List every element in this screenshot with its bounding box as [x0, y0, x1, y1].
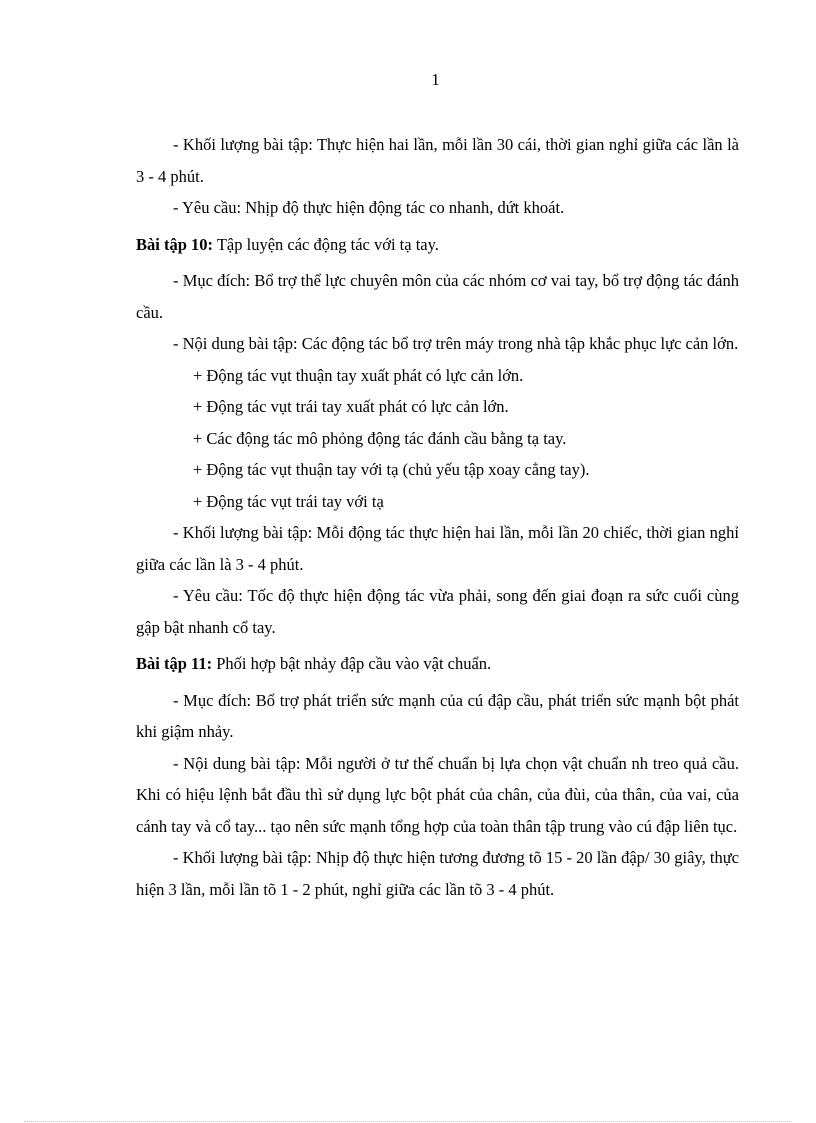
bullet-item: + Động tác vụt thuận tay xuất phát có lực cản lớn.: [193, 365, 524, 385]
paragraph-workload-10: - Khối lượng bài tập: Mỗi động tác thực hiện hai lần, mỗi lần 20 chiếc, thời gian nghỉ giữa các lần là 3 - 4 phút.: [136, 523, 739, 574]
bullet-item: + Động tác vụt thuận tay với tạ (chủ yếu tập xoay cẳng tay).: [193, 460, 590, 479]
paragraph-workload-1: - Khối lượng bài tập: Thực hiện hai lần, mỗi lần 30 cái, thời gian nghỉ giữa các lần là 3 - 4 phút.: [136, 135, 739, 186]
paragraph-content-11: - Nội dung bài tập: Mỗi người ở tư thế chuẩn bị lựa chọn vật chuẩn nh treo quả cầu. Khi có hiệu lệnh bắt đầu thì sử dụng lực bột phát của chân, của đùi, của thân, của vai, của cánh tay và cổ tay... tạo nên sức mạnh tổng hợp của toàn thân tập trung vào cú đập liên tục.: [136, 753, 739, 836]
paragraph-workload-11: - Khối lượng bài tập: Nhịp độ thực hiện tương đương tõ 15 - 20 lần đập/ 30 giây, thực hiện 3 lần, mỗi lần tõ 1 - 2 phút, nghỉ giữa các lần tõ 3 - 4 phút.: [136, 848, 739, 899]
paragraph-content-10: - Nội dung bài tập: Các động tác bổ trợ trên máy trong nhà tập khắc phục lực cản lớn.: [173, 334, 739, 353]
page-number: 1: [431, 70, 440, 89]
exercise-11-heading: [136, 648, 739, 680]
document-body: [136, 129, 739, 905]
exercise-11-label: Bài tập 11:: [136, 654, 213, 673]
paragraph-requirement-1: - Yêu cầu: Nhịp độ thực hiện động tác co nhanh, dứt khoát.: [173, 198, 565, 217]
exercise-10-label: Bài tập 10:: [136, 234, 214, 254]
bullet-item: + Các động tác mô phỏng động tác đánh cầu bằng tạ tay.: [193, 428, 567, 448]
paragraph-purpose-11: - Mục đích: Bổ trợ phát triển sức mạnh của cú đập cầu, phát triển sức mạnh bột phát khi giậm nhảy.: [136, 690, 739, 741]
bullet-item: + Động tác vụt trái tay xuất phát có lực cản lớn.: [193, 397, 509, 416]
exercise-10-title: Tập luyện các động tác với tạ tay.: [213, 234, 439, 254]
exercise-11-title: Phối hợp bật nhảy đập cầu vào vật chuẩn.: [212, 654, 492, 673]
bullet-item: + Động tác vụt trái tay với tạ: [193, 491, 384, 511]
exercise-10-heading: [136, 229, 739, 261]
page-bottom-divider: [24, 1121, 792, 1122]
paragraph-purpose-10: - Mục đích: Bổ trợ thể lực chuyên môn của các nhóm cơ vai tay, bổ trợ động tác đánh cầu.: [136, 271, 739, 322]
paragraph-requirement-10: - Yêu cầu: Tốc độ thực hiện động tác vừa phải, song đến giai đoạn ra sức cuối cùng gập bật nhanh cổ tay.: [136, 586, 739, 637]
